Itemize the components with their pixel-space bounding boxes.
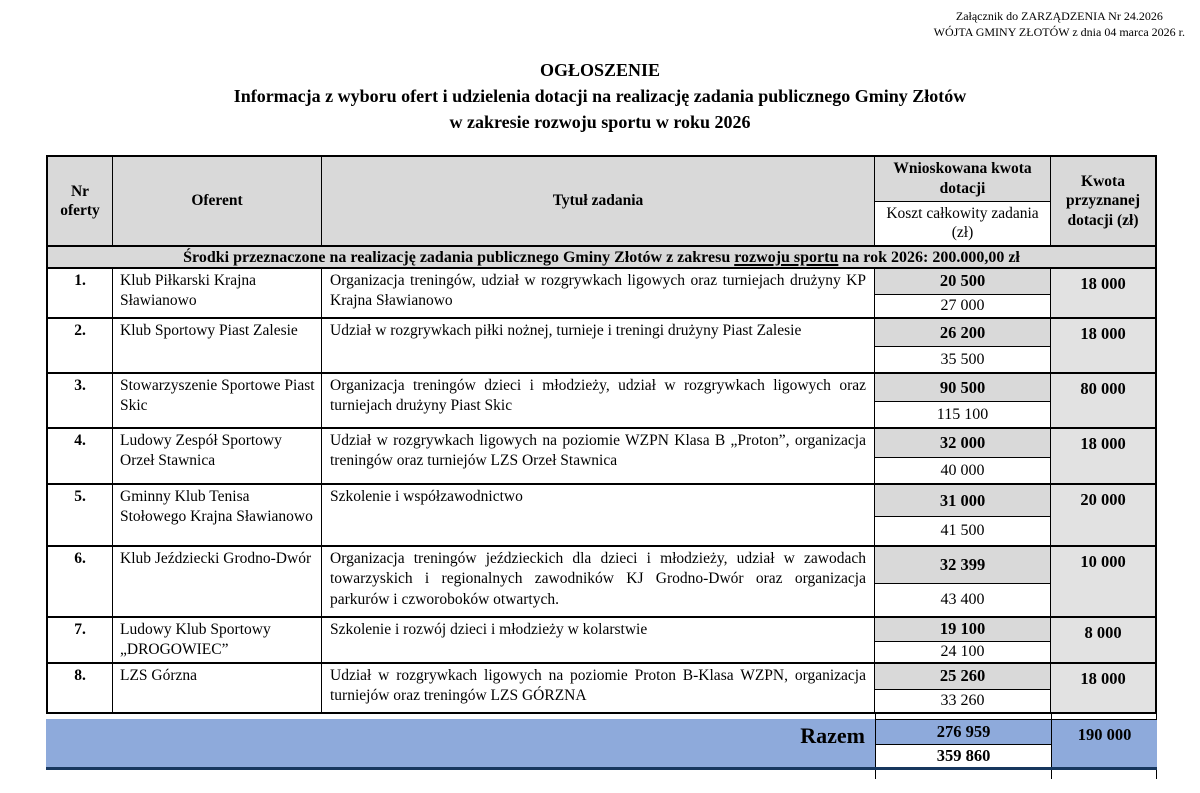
total-cost-cell — [875, 458, 1050, 483]
task-title: Organizacja treningów dzieci i młodzieży, udział w rozgrywkach ligowych oraz turniejach drużyny Piast Skic — [330, 377, 866, 415]
amounts-cell — [875, 429, 1051, 483]
offerer-cell — [113, 547, 322, 616]
annex-note — [934, 9, 1185, 40]
funds-banner-suffix: na rok 2026: 200.000,00 zł — [838, 249, 1020, 266]
header-offerer: Oferent — [113, 157, 322, 245]
amounts-cell — [875, 547, 1051, 616]
requested-amount: 19 100 — [939, 619, 986, 639]
title-line3: w zakresie rozwoju sportu w roku 2026 — [449, 112, 751, 133]
table-header-row — [48, 157, 1155, 245]
offer-number-cell — [48, 429, 113, 483]
table-row — [48, 547, 1155, 618]
granted-amount-cell — [1051, 547, 1155, 616]
table-body — [48, 269, 1155, 712]
border-stub — [1156, 770, 1157, 779]
total-cost-cell — [875, 402, 1050, 427]
requested-amount: 20 500 — [939, 271, 986, 291]
total-cost: 115 100 — [936, 405, 989, 423]
task-title: Udział w rozgrywkach ligowych na poziomie Proton B-Klasa WZPN, organizacja turniejów oraz treningów LZS GÓRZNA — [330, 667, 866, 705]
task-title-cell — [322, 547, 875, 616]
table-row — [48, 319, 1155, 374]
requested-amount-cell — [875, 618, 1050, 642]
total-row — [46, 719, 1157, 770]
requested-amount: 32 399 — [939, 554, 986, 574]
requested-amount: 32 000 — [939, 433, 986, 452]
requested-amount-cell — [875, 374, 1050, 402]
granted-amount: 18 000 — [1080, 434, 1126, 453]
offerer-name: Ludowy Klub Sportowy „DROGOWIEC” — [120, 621, 271, 658]
offer-number-cell — [48, 618, 113, 662]
task-title-cell — [322, 374, 875, 427]
border-stub — [1051, 770, 1052, 779]
offerer-cell — [113, 269, 322, 317]
offer-number: 3. — [74, 377, 86, 394]
total-cost-cell — [875, 517, 1050, 545]
total-cost-amount: 359 860 — [876, 745, 1051, 767]
below-table-stubs — [46, 770, 1157, 779]
granted-amount: 80 000 — [1080, 379, 1126, 398]
requested-amount-cell — [875, 319, 1050, 347]
task-title: Udział w rozgrywkach ligowych na poziomie WZPN Klasa B „Proton”, organizacja treningów oraz turniejów LZS Orzeł Stawnica — [330, 432, 866, 470]
annex-line2: WÓJTA GMINY ZŁOTÓW z dnia 04 marca 2026 r. — [933, 24, 1185, 39]
funds-banner-underlined: rozwoju sportu — [734, 249, 839, 266]
total-cost: 24 100 — [940, 642, 985, 660]
offerer-name: LZS Górzna — [120, 667, 198, 684]
title-line1: OGŁOSZENIE — [539, 60, 661, 80]
amounts-cell — [875, 485, 1051, 545]
header-total-cost: Koszt całkowity zadania (zł) — [875, 202, 1050, 246]
offer-number: 1. — [74, 272, 86, 289]
granted-amount-cell — [1051, 618, 1155, 662]
granted-amount: 20 000 — [1080, 490, 1126, 509]
offerer-name: Klub Piłkarski Krajna Sławianowo — [120, 272, 257, 309]
task-title: Szkolenie i współzawodnictwo — [330, 488, 523, 505]
granted-amount-cell — [1051, 374, 1155, 427]
offerer-cell — [113, 429, 322, 483]
offer-number-cell — [48, 269, 113, 317]
total-label: Razem — [800, 723, 865, 748]
granted-amount: 8 000 — [1084, 623, 1122, 642]
requested-amount: 90 500 — [939, 377, 986, 397]
offerer-cell — [113, 618, 322, 662]
offer-number: 2. — [74, 322, 86, 339]
task-title: Organizacja treningów, udział w rozgrywkach ligowych oraz turniejach drużyny KP Krajna Sławianowo — [330, 272, 866, 310]
amounts-cell — [875, 664, 1051, 712]
offer-number: 5. — [74, 488, 86, 505]
table-row — [48, 374, 1155, 429]
offerer-name: Stowarzyszenie Sportowe Piast Skic — [120, 377, 315, 414]
granted-amount-cell — [1051, 664, 1155, 712]
table-row — [48, 429, 1155, 485]
table-row — [48, 618, 1155, 664]
task-title-cell — [322, 319, 875, 372]
total-cost-cell — [875, 584, 1050, 616]
granted-amount-cell — [1051, 429, 1155, 483]
requested-amount: 26 200 — [939, 322, 986, 342]
offer-number-cell — [48, 485, 113, 545]
offerer-cell — [113, 664, 322, 712]
offer-number-cell — [48, 547, 113, 616]
task-title-cell — [322, 664, 875, 712]
requested-amount-cell — [875, 547, 1050, 584]
offer-number: 7. — [74, 621, 86, 638]
granted-amount: 18 000 — [1080, 669, 1126, 688]
granted-amount: 18 000 — [1080, 274, 1126, 293]
header-granted-amount: Kwota przyznanej dotacji (zł) — [1051, 157, 1155, 245]
annex-line1: Załącznik do ZARZĄDZENIA Nr 24.2026 — [955, 9, 1163, 23]
header-amounts — [875, 157, 1051, 245]
total-cost: 27 000 — [940, 296, 985, 314]
requested-amount: 25 260 — [939, 666, 986, 686]
total-cost-cell — [875, 642, 1050, 662]
task-title: Organizacja treningów jeździeckich dla dzieci i młodzieży, udział w zawodach towarzyskich i regionalnych zawodników KJ Grodno-Dwór oraz organizacja parkurów i czworoboków otwartych. — [330, 550, 866, 608]
funds-banner-prefix: Środki przeznaczone na realizację zadania publicznego Gminy Złotów z zakresu — [183, 249, 735, 266]
total-cost-cell — [875, 690, 1050, 712]
total-cost-cell — [875, 295, 1050, 317]
offer-number: 6. — [74, 550, 86, 567]
header-offer-number: Nr oferty — [48, 157, 113, 245]
granted-amount: 10 000 — [1080, 552, 1126, 571]
requested-amount: 31 000 — [939, 490, 986, 510]
amounts-cell — [875, 319, 1051, 372]
requested-amount-cell — [875, 664, 1050, 690]
task-title-cell — [322, 429, 875, 483]
header-task-title: Tytuł zadania — [322, 157, 875, 245]
offer-number-cell — [48, 319, 113, 372]
title-line2: Informacja z wyboru ofert i udzielenia dotacji na realizację zadania publicznego Gminy Złotów — [233, 86, 967, 107]
offer-number-cell — [48, 374, 113, 427]
task-title-cell — [322, 269, 875, 317]
border-stub — [875, 770, 876, 779]
requested-amount-cell — [875, 269, 1050, 295]
total-cost: 43 400 — [940, 590, 985, 608]
granted-amount-cell — [1051, 269, 1155, 317]
offerer-cell — [113, 374, 322, 427]
task-title-cell — [322, 618, 875, 662]
offerer-name: Gminny Klub Tenisa Stołowego Krajna Sławianowo — [120, 488, 313, 525]
offerer-cell — [113, 319, 322, 372]
table-row — [48, 664, 1155, 712]
requested-amount-cell — [875, 429, 1050, 458]
document-title — [0, 57, 1200, 135]
granted-amount-cell — [1051, 485, 1155, 545]
offerer-cell — [113, 485, 322, 545]
offerer-name: Klub Sportowy Piast Zalesie — [120, 322, 298, 339]
total-granted-amount: 190 000 — [1051, 719, 1157, 767]
total-requested-amount: 276 959 — [876, 720, 1051, 745]
total-cost: 33 260 — [940, 691, 985, 709]
offer-number-cell — [48, 664, 113, 712]
total-amounts-cell — [875, 719, 1051, 767]
task-title: Udział w rozgrywkach piłki nożnej, turnieje i treningi drużyny Piast Zalesie — [330, 322, 802, 339]
total-cost: 41 500 — [940, 522, 985, 540]
amounts-cell — [875, 374, 1051, 427]
total-cost-cell — [875, 347, 1050, 372]
task-title-cell — [322, 485, 875, 545]
table-row — [48, 485, 1155, 547]
header-requested-amount: Wnioskowana kwota dotacji — [875, 157, 1050, 202]
table-row — [48, 269, 1155, 319]
amounts-cell — [875, 269, 1051, 317]
granted-amount-cell — [1051, 319, 1155, 372]
offerer-name: Ludowy Zespół Sportowy Orzeł Stawnica — [120, 432, 282, 469]
task-title: Szkolenie i rozwój dzieci i młodzieży w kolarstwie — [330, 621, 648, 638]
granted-amount: 18 000 — [1080, 324, 1126, 343]
requested-amount-cell — [875, 485, 1050, 517]
offer-number: 4. — [74, 432, 86, 449]
total-cost: 35 500 — [940, 350, 985, 368]
amounts-cell — [875, 618, 1051, 662]
funds-banner — [48, 245, 1155, 269]
offer-number: 8. — [74, 667, 86, 684]
grants-table — [46, 155, 1157, 714]
total-cost: 40 000 — [940, 461, 985, 479]
offerer-name: Klub Jeździecki Grodno-Dwór — [120, 550, 312, 567]
